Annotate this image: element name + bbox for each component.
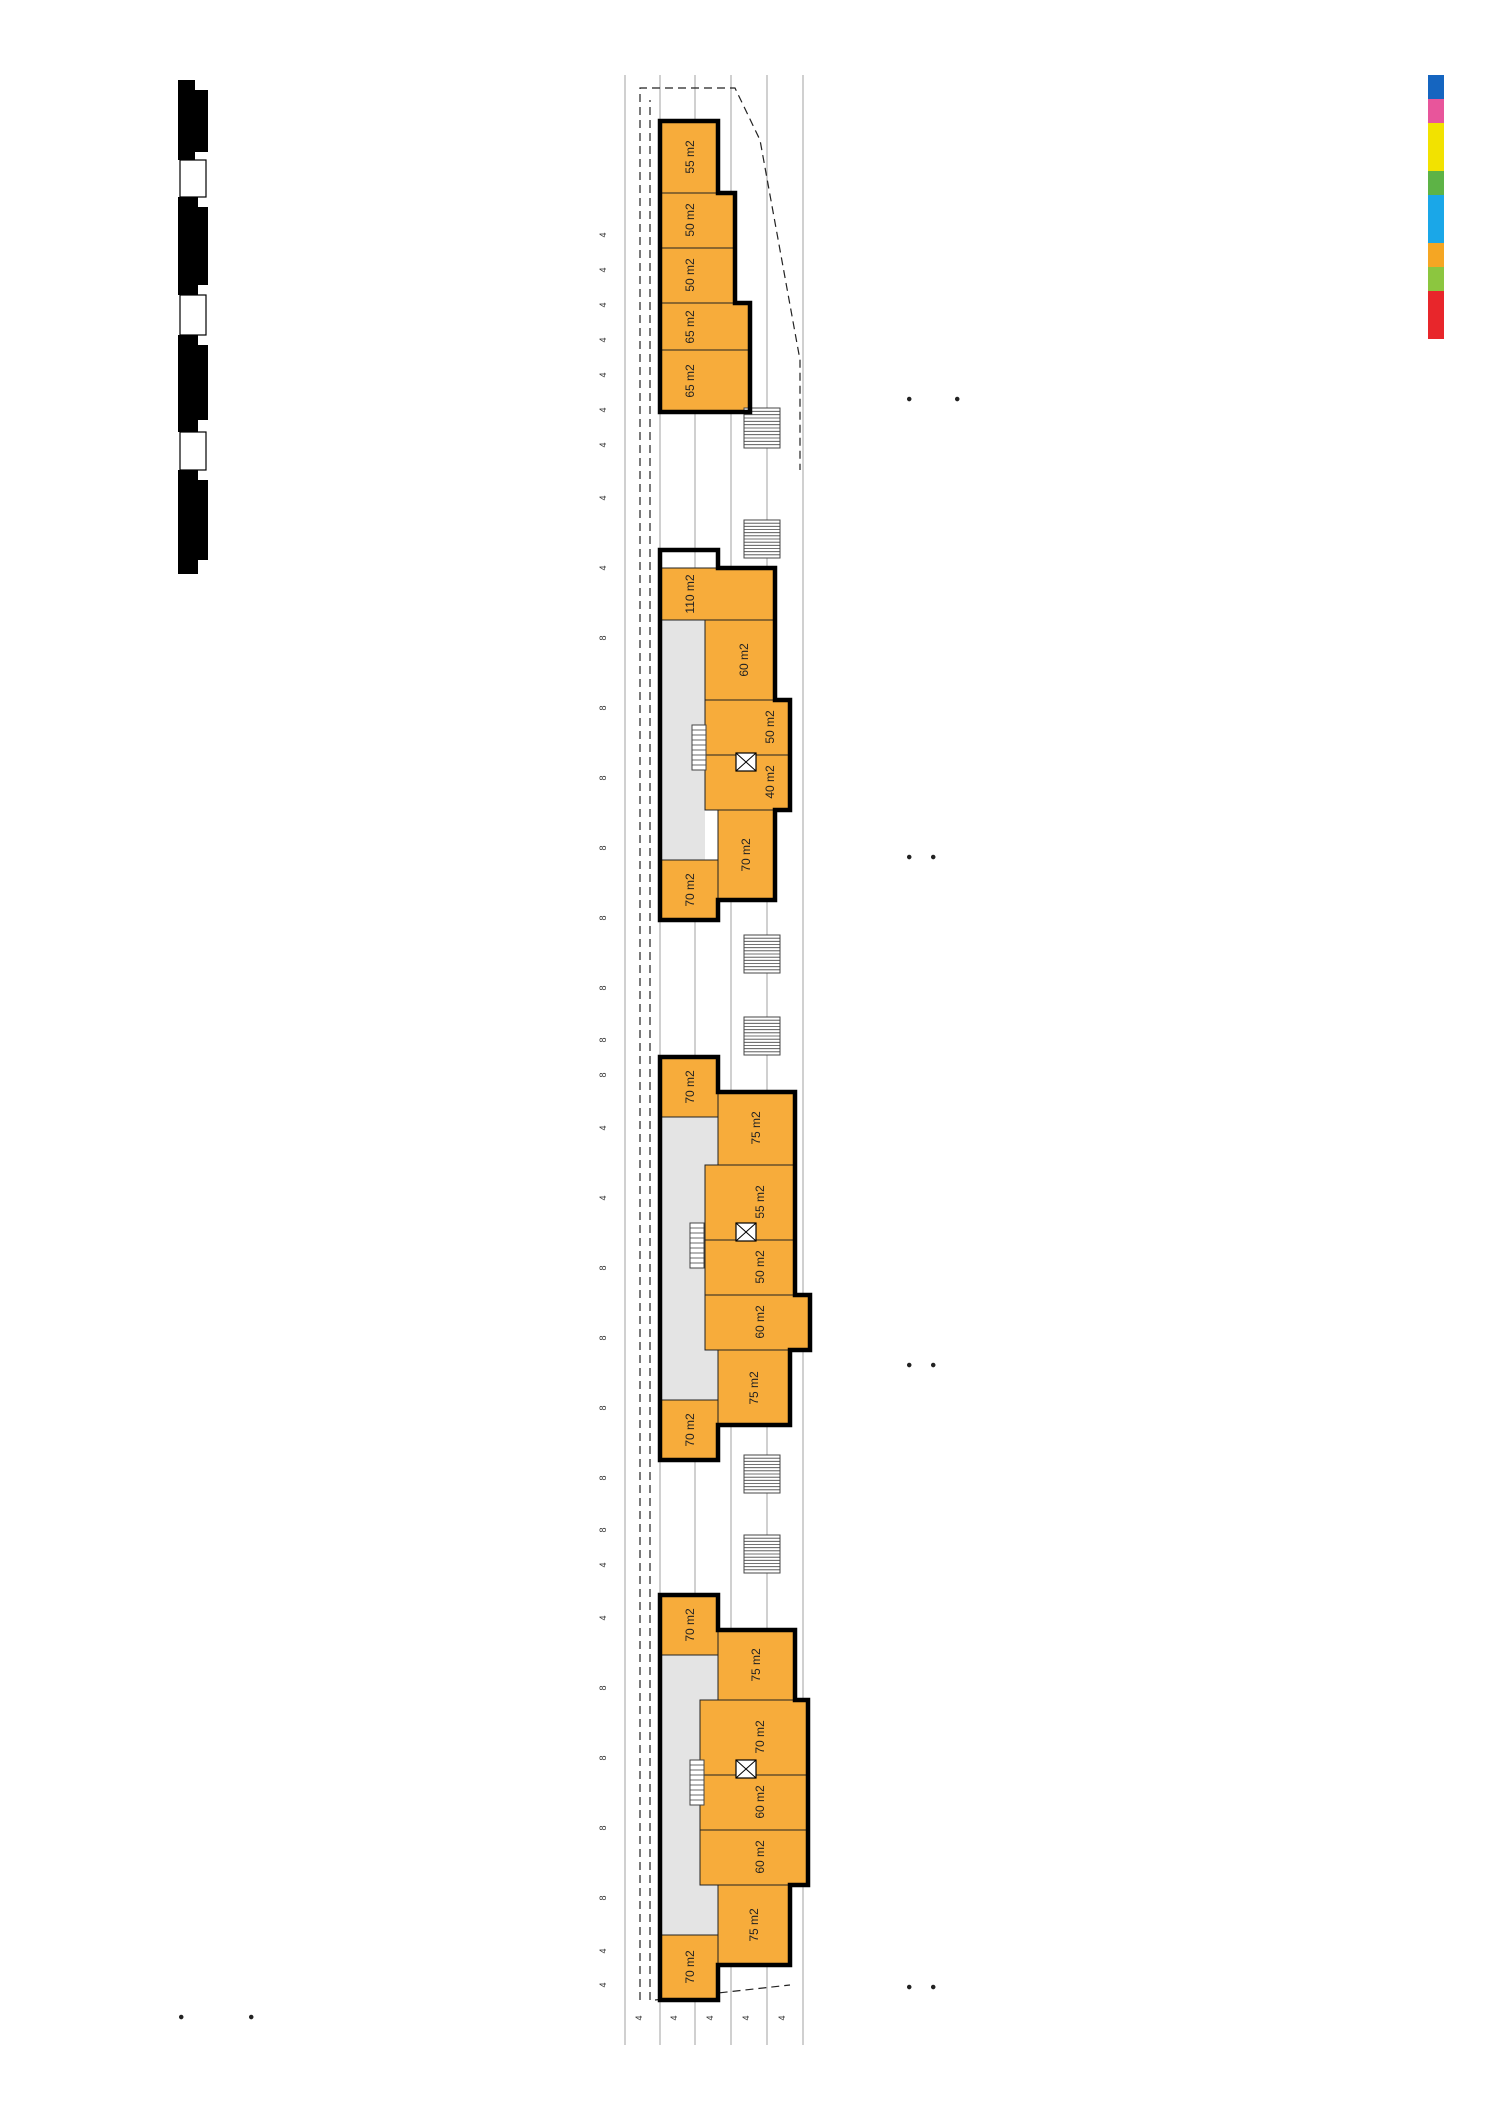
stair-icon <box>690 1223 704 1268</box>
spacing-label: 4 <box>598 337 608 343</box>
color-bar-segment <box>1428 147 1444 171</box>
color-bar-segment <box>1428 267 1444 291</box>
apartment-d-1 <box>660 350 750 412</box>
spacing-label: 8 <box>598 1685 608 1691</box>
apartment-label: 65 m2 <box>683 364 697 398</box>
apartment-label: 70 m2 <box>683 1608 697 1642</box>
stair-icon <box>744 520 780 558</box>
apartment-label: 75 m2 <box>749 1648 763 1682</box>
color-bar-segment <box>1428 243 1444 267</box>
block-d-line3: • <box>948 396 967 402</box>
bullet-glyph: • <box>172 2014 191 2020</box>
spacing-label: 4 <box>598 372 608 378</box>
spacing-label: 8 <box>598 1335 608 1341</box>
apartment-c-4 <box>705 700 790 755</box>
stair-icon <box>692 725 706 770</box>
apartment-label: 40 m2 <box>763 765 777 799</box>
spacing-label: 4 <box>598 1982 608 1988</box>
apartment-label: 60 m2 <box>753 1840 767 1874</box>
apartment-label: 55 m2 <box>753 1185 767 1219</box>
spacing-label: 4 <box>598 1562 608 1568</box>
stair-icon <box>744 1535 780 1573</box>
apartment-label: 70 m2 <box>739 838 753 872</box>
apartment-label: 70 m2 <box>683 873 697 907</box>
apartment-label: 65 m2 <box>683 310 697 344</box>
apartment-label: 50 m2 <box>683 203 697 237</box>
apartment-label: 50 m2 <box>763 710 777 744</box>
color-bar-segment <box>1428 291 1444 315</box>
apartment-d-2 <box>660 303 750 350</box>
spacing-label: 8 <box>598 915 608 921</box>
block-d-line1: • <box>900 396 919 402</box>
spacing-label: 8 <box>598 985 608 991</box>
stair-icon <box>690 1760 704 1805</box>
apartment-label: 110 m2 <box>683 574 697 614</box>
spacing-labels <box>598 232 608 1987</box>
apartment-label: 60 m2 <box>753 1785 767 1819</box>
apartment-label: 70 m2 <box>753 1720 767 1754</box>
block-c-line1: • <box>900 854 919 860</box>
apartment-label: 75 m2 <box>747 1908 761 1942</box>
apartment-d-3 <box>660 248 735 303</box>
apartment-label: 50 m2 <box>753 1250 767 1284</box>
apartment-label: 70 m2 <box>683 1950 697 1984</box>
spacing-label: 8 <box>598 1895 608 1901</box>
spacing-label: 4 <box>598 232 608 238</box>
row-spacing-label: 4 <box>705 2015 715 2021</box>
spacing-label: 4 <box>598 495 608 501</box>
spacing-label: 4 <box>598 1195 608 1201</box>
apartments <box>660 121 810 2000</box>
color-bar-segment <box>1428 75 1444 99</box>
spacing-label: 8 <box>598 1755 608 1761</box>
stair-icon <box>744 1017 780 1055</box>
row-spacing-label: 4 <box>669 2015 679 2021</box>
color-bar-segment <box>1428 195 1444 219</box>
color-bar-segment <box>1428 219 1444 243</box>
spacing-label: 8 <box>598 1072 608 1078</box>
spacing-label: 8 <box>598 705 608 711</box>
apartment-label: 50 m2 <box>683 258 697 292</box>
color-bar-segment <box>1428 315 1444 339</box>
spacing-label: 8 <box>598 775 608 781</box>
spacing-label: 4 <box>598 407 608 413</box>
apartment-label: 60 m2 <box>753 1305 767 1339</box>
spacing-label: 4 <box>598 1615 608 1621</box>
spacing-label: 4 <box>598 1125 608 1131</box>
row-spacing-label: 4 <box>777 2015 787 2021</box>
spacing-label: 8 <box>598 1825 608 1831</box>
spacing-label: 4 <box>598 442 608 448</box>
block-b-line1: • <box>900 1362 919 1368</box>
spacing-label: 8 <box>598 1475 608 1481</box>
apartment-label: 60 m2 <box>737 643 751 677</box>
stair-icon <box>744 935 780 973</box>
color-bar-segment <box>1428 123 1444 147</box>
apartment-label: 55 m2 <box>683 140 697 174</box>
stair-icon <box>744 1455 780 1493</box>
block-c-line2: • <box>924 854 943 860</box>
spacing-label: 8 <box>598 635 608 641</box>
apartment-d-4 <box>660 193 735 248</box>
spacing-label: 8 <box>598 1265 608 1271</box>
bullet-glyph: • <box>242 2014 261 2020</box>
block-b-line2: • <box>924 1362 943 1368</box>
apartment-label: 75 m2 <box>747 1371 761 1405</box>
spacing-label: 8 <box>598 1037 608 1043</box>
spacing-label: 4 <box>598 267 608 273</box>
spacing-label: 8 <box>598 1405 608 1411</box>
spacing-label: 4 <box>598 302 608 308</box>
spacing-label: 4 <box>598 1948 608 1954</box>
block-a-line1: • <box>900 1984 919 1990</box>
apartment-label: 70 m2 <box>683 1070 697 1104</box>
spacing-label: 8 <box>598 845 608 851</box>
spacing-label: 8 <box>598 1527 608 1533</box>
color-bar-segment <box>1428 171 1444 195</box>
row-spacing-label: 4 <box>634 2015 644 2021</box>
block-a-line2: • <box>924 1984 943 1990</box>
spacing-label: 4 <box>598 565 608 571</box>
color-bar-segment <box>1428 99 1444 123</box>
apartment-c-6 <box>660 568 775 620</box>
apartment-label: 70 m2 <box>683 1413 697 1447</box>
apartment-label: 75 m2 <box>749 1111 763 1145</box>
row-spacing-label: 4 <box>741 2015 751 2021</box>
apartment-b-4 <box>705 1240 795 1295</box>
row-spacing-labels <box>634 2015 787 2020</box>
